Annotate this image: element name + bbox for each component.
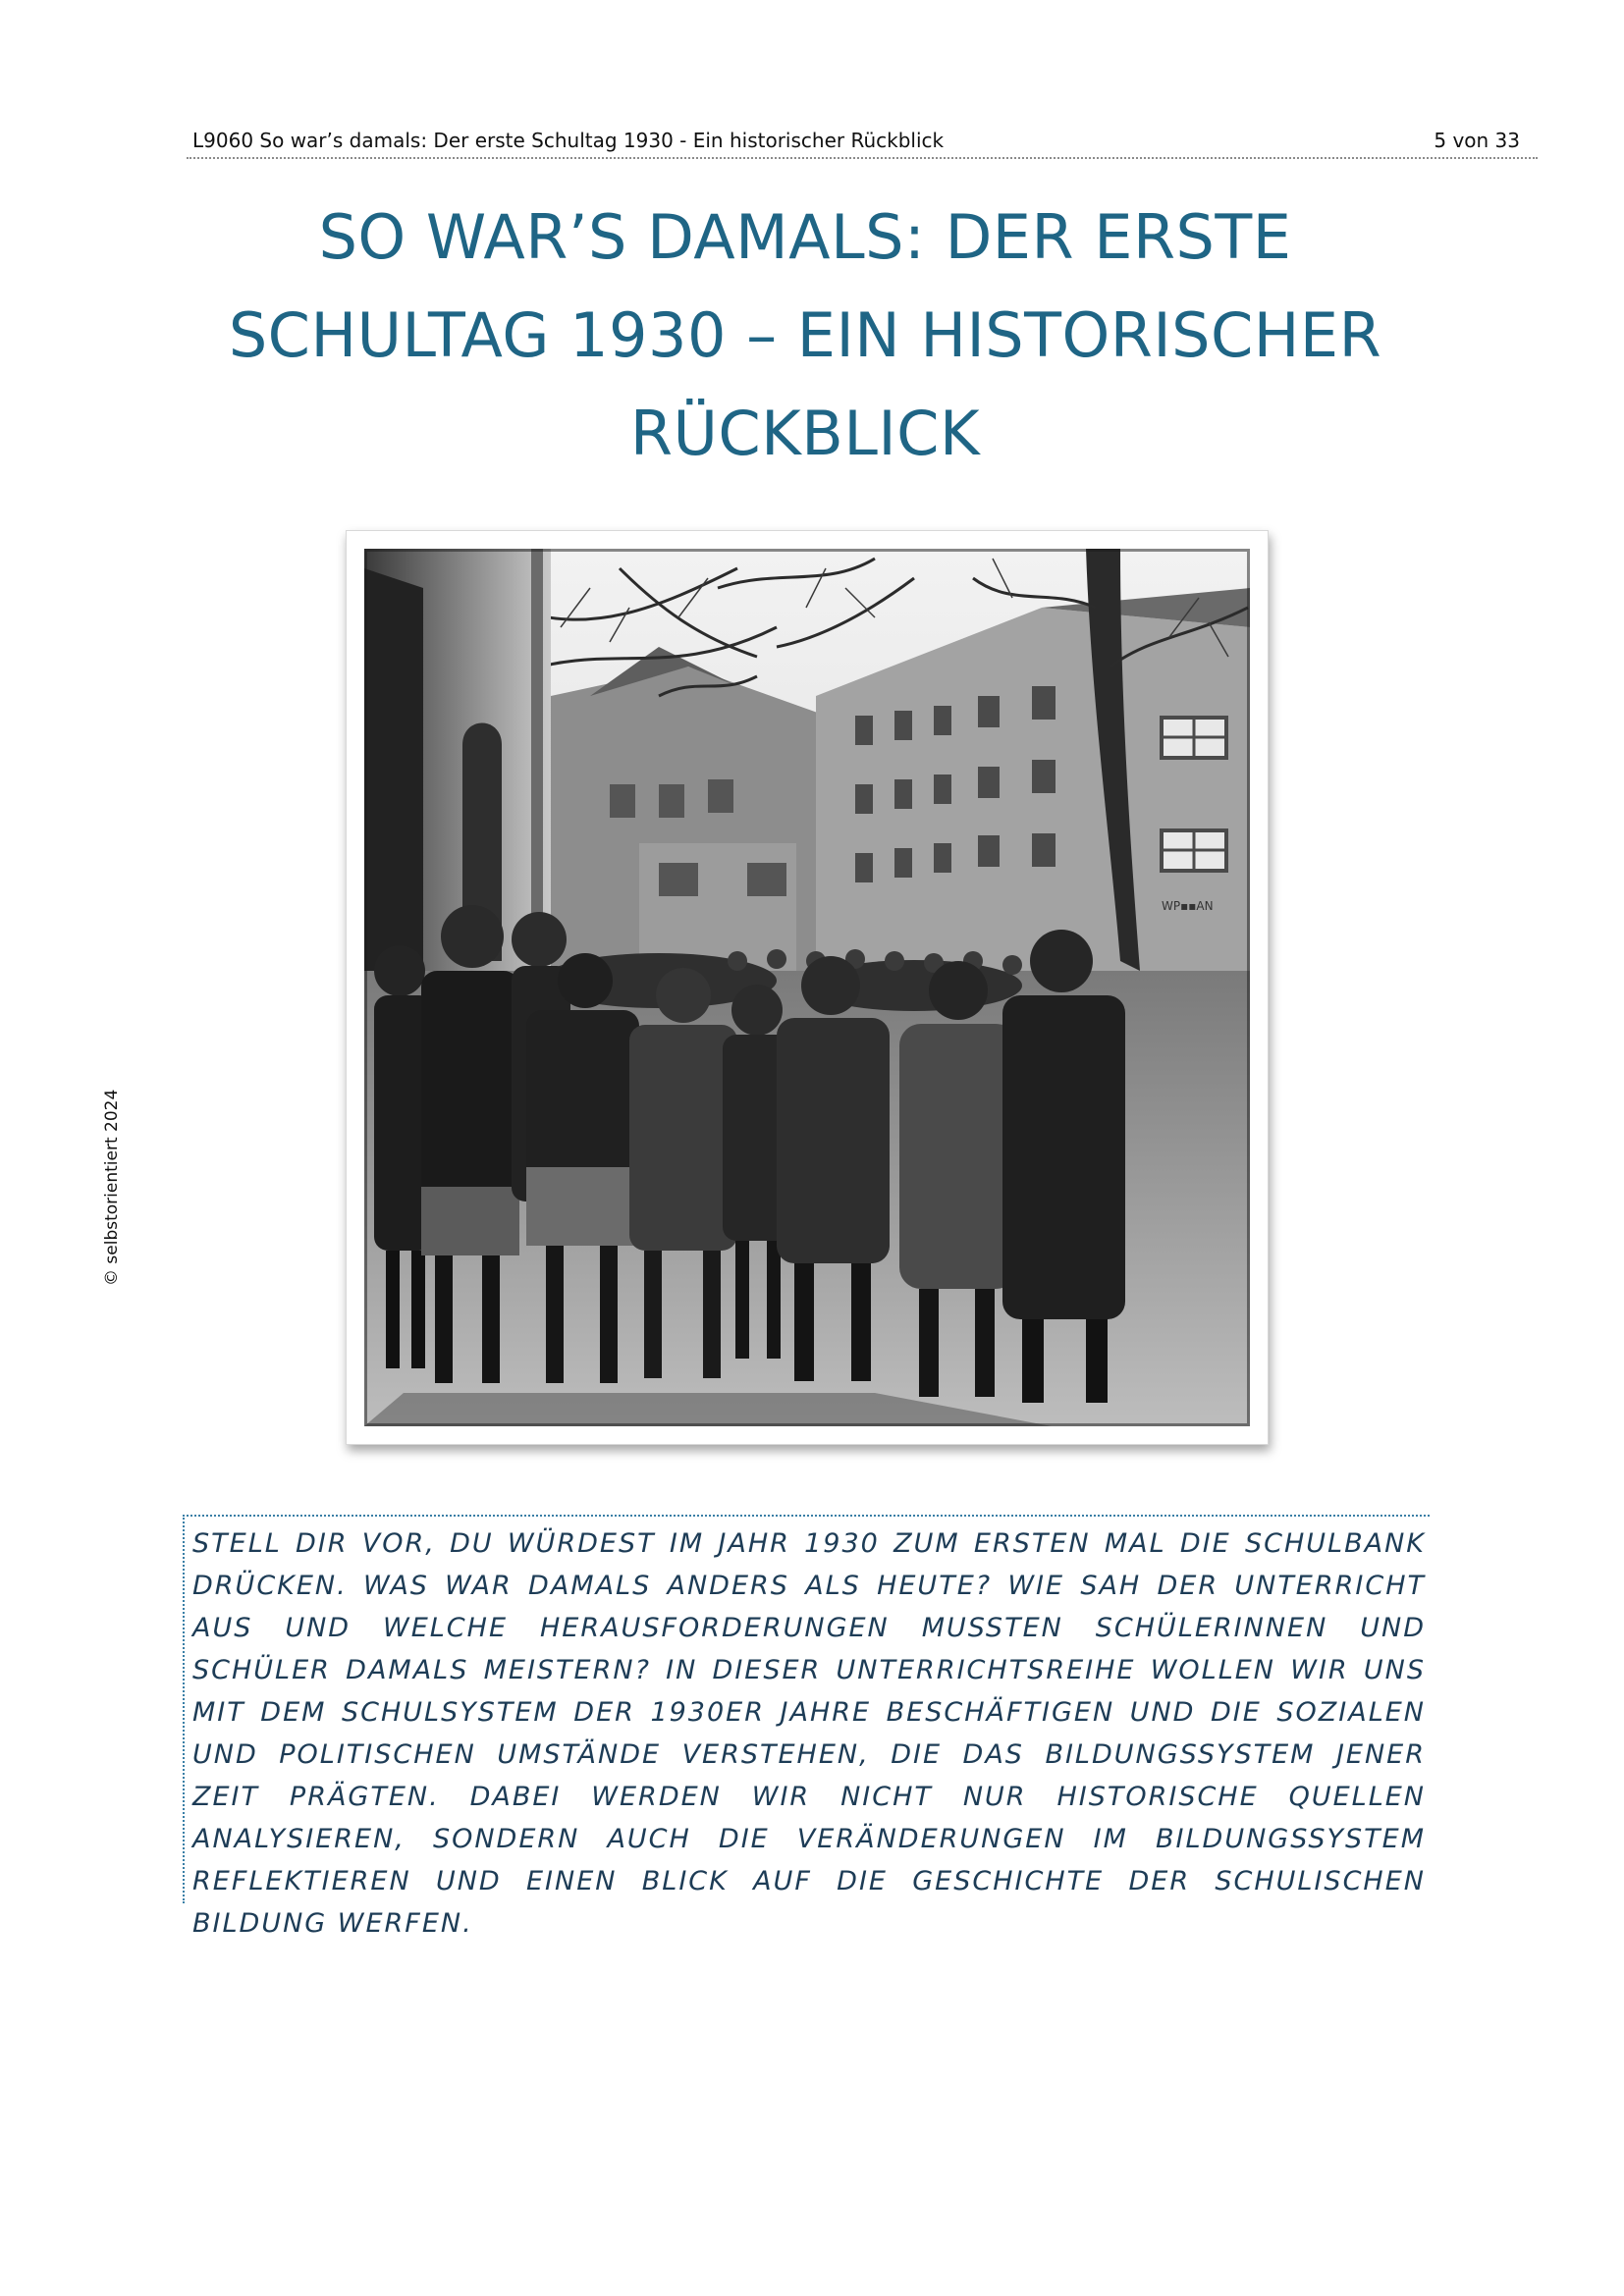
header-document-title: L9060 So war’s damals: Der erste Schultag 1930 - Ein historischer Rückblick (192, 129, 945, 152)
historic-photo-illustration (364, 549, 1250, 1426)
header-page-number: 5 von 33 (1434, 129, 1520, 152)
copyright-note (102, 1089, 132, 1315)
page-header (187, 126, 1538, 159)
page-title: SO WAR’S DAMALS: DER ERSTE SCHULTAG 1930 – EIN HISTORISCHER RÜCKBLICK (228, 201, 1382, 469)
copyright-text: © selbstorientiert 2024 (102, 1089, 122, 1286)
photo-frame (346, 530, 1269, 1445)
historic-photo (364, 549, 1250, 1426)
intro-box (183, 1515, 1430, 1939)
shop-sign-text: WP▪▪AN (1162, 899, 1214, 913)
intro-paragraph: STELL DIR VOR, DU WÜRDEST IM JAHR 1930 ZUM ERSTEN MAL DIE SCHULBANK DRÜCKEN. WAS WAR DAMALS ANDERS ALS HEUTE? WIE SAH DER UNTERRICHT AUS UND WELCHE HERAUSFORDERUNGEN MUSSTEN SCHÜLERINNEN UND SCHÜLER DAMALS MEISTERN? IN DIESER UNTERRICHTSREIHE WOLLEN WIR UNS MIT DEM SCHULSYSTEM DER 1930ER JAHRE BESCHÄFTIGEN UND DIE SOZIALEN UND POLITISCHEN UMSTÄNDE VERSTEHEN, DIE DAS BILDUNGSSYSTEM JENER ZEIT PRÄGTEN. DABEI WERDEN WIR NICHT NUR HISTORISCHE QUELLEN ANALYSIEREN, SONDERN AUCH DIE VERÄNDERUNGEN IM BILDUNGSSYSTEM REFLEKTIEREN UND EINEN BLICK AUF DIE GESCHICHTE DER SCHULISCHEN BILDUNG WERFEN. (192, 1528, 1426, 1939)
